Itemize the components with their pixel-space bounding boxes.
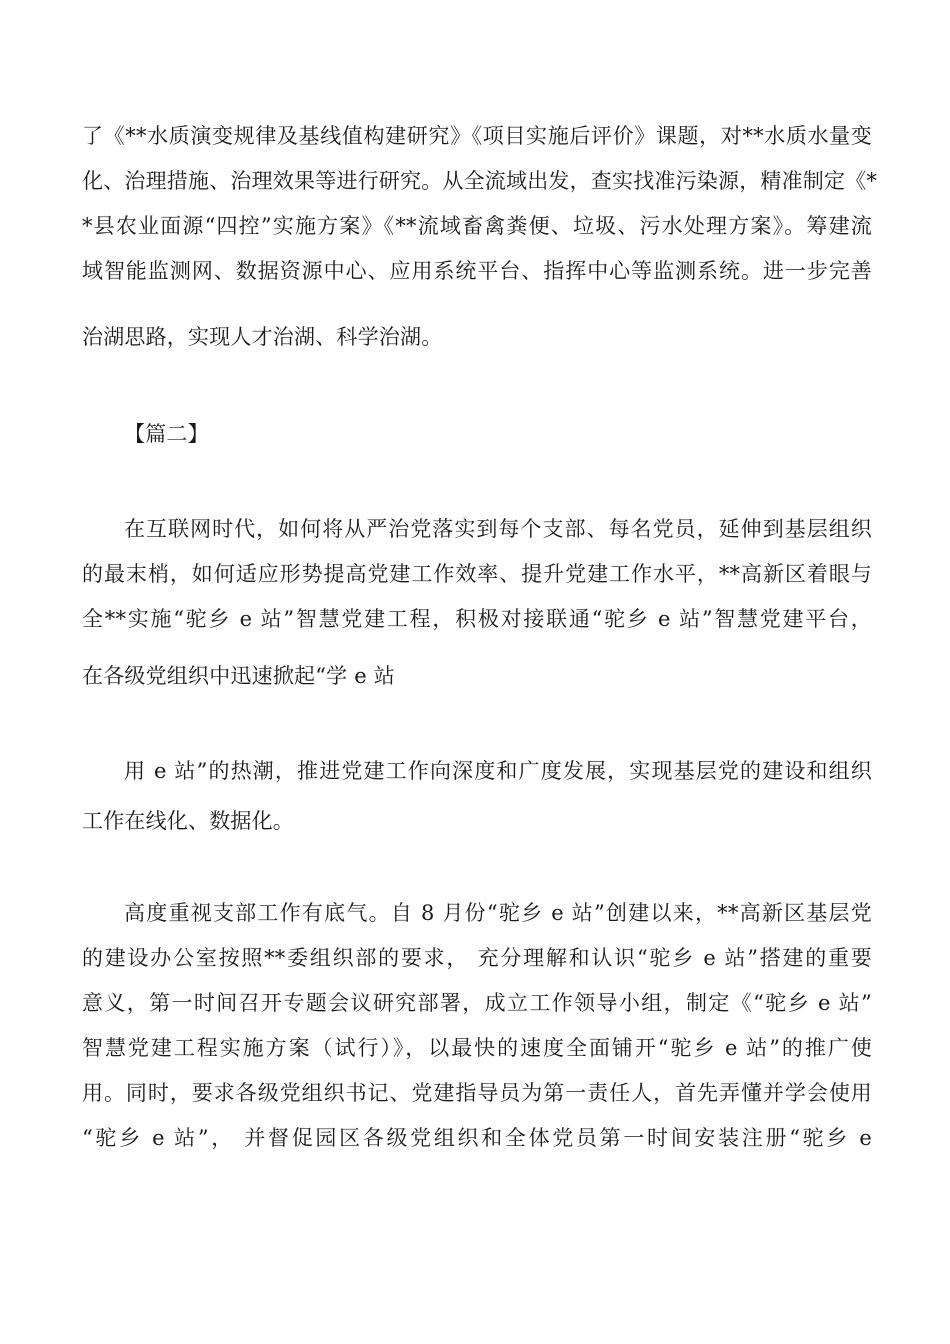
paragraph-2-line: 在各级党组织中迅速掀起“学 e 站 bbox=[82, 664, 395, 688]
paragraph-3-line: 工作在线化、数据化。 bbox=[82, 809, 294, 833]
paragraph-1-line: 域智能监测网、数据资源中心、应用系统平台、指挥中心等监测系统。进一步完善 bbox=[82, 259, 872, 283]
paragraph-1-line: 化、治理措施、治理效果等进行研究。从全流域出发，查实找准污染源，精准制定《* bbox=[82, 169, 878, 193]
paragraph-1-line: 治湖思路，实现人才治湖、科学治湖。 bbox=[82, 325, 443, 349]
paragraph-4-line: 用。同时，要求各级党组织书记、党建指导员为第一责任人，首先弄懂并学会使用 bbox=[82, 1081, 872, 1105]
paragraph-3-line: 用 e 站”的热潮，推进党建工作向深度和广度发展，实现基层党的建设和组织 bbox=[124, 759, 872, 783]
paragraph-1-line: *县农业面源“四控”实施方案》《**流域畜禽粪便、垃圾、污水处理方案》。筹建流 bbox=[82, 214, 872, 238]
paragraph-4-line: 意义，第一时间召开专题会议研究部署，成立工作领导小组，制定《“驼乡 e 站” bbox=[82, 991, 872, 1015]
paragraph-4-line: 的建设办公室按照**委组织部的要求， 充分理解和认识“驼乡 e 站”搭建的重要 bbox=[82, 946, 872, 970]
section-heading: 【篇二】 bbox=[124, 422, 209, 446]
paragraph-2-line: 全**实施“驼乡 e 站”智慧党建工程，积极对接联通“驼乡 e 站”智慧党建平台， bbox=[82, 607, 872, 631]
paragraph-4-line: 智慧党建工程实施方案（试行）》，以最快的速度全面铺开“驼乡 e 站”的推广使 bbox=[82, 1036, 872, 1060]
paragraph-2-line: 在互联网时代，如何将从严治党落实到每个支部、每名党员，延伸到基层组织 bbox=[124, 517, 872, 541]
paragraph-4-line: 高度重视支部工作有底气。自 8 月份“驼乡 e 站”创建以来，**高新区基层党 bbox=[124, 901, 872, 925]
paragraph-2-line: 的最末梢，如何适应形势提高党建工作效率、提升党建工作水平，**高新区着眼与 bbox=[82, 562, 872, 586]
paragraph-4-line: “驼乡 e 站”， 并督促园区各级党组织和全体党员第一时间安装注册“驼乡 e bbox=[82, 1126, 872, 1150]
paragraph-1-line: 了《**水质演变规律及基线值构建研究》《项目实施后评价》课题，对**水质水量变 bbox=[82, 124, 872, 148]
